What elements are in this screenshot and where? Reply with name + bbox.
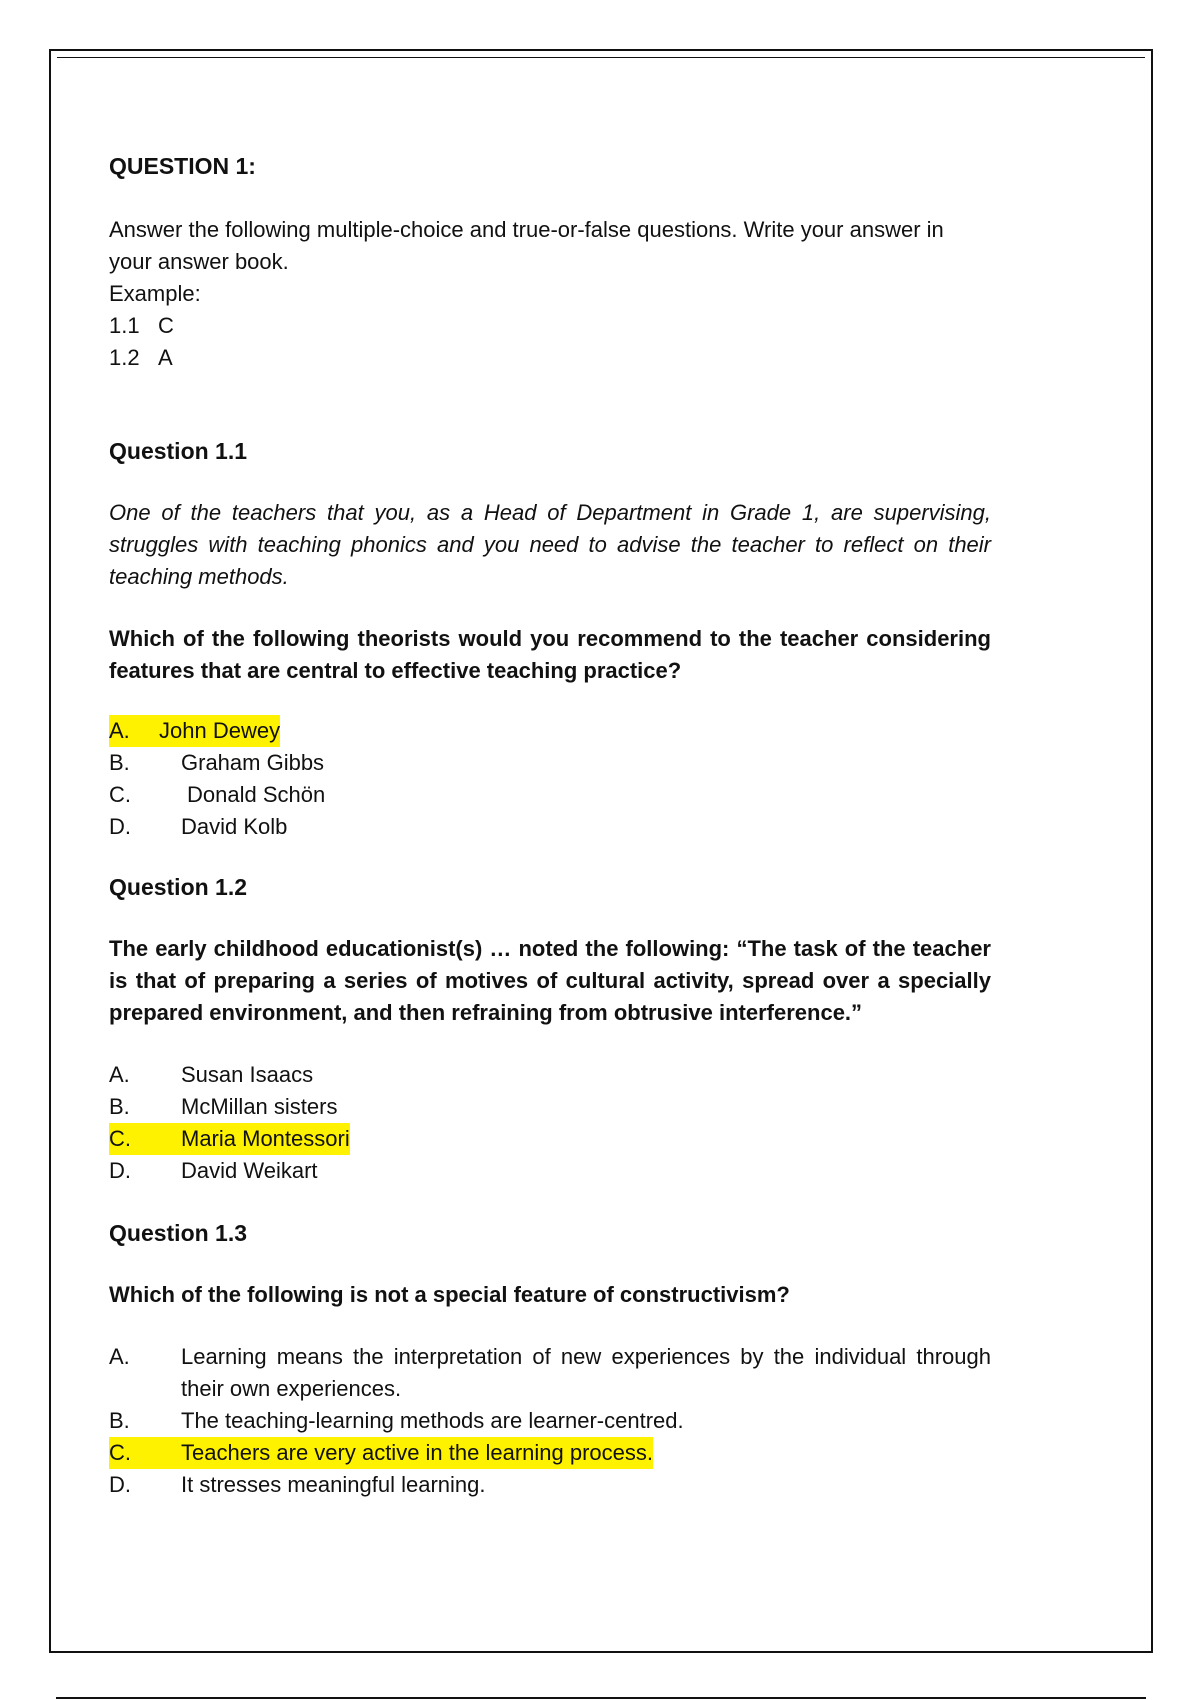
instructions: Answer the following multiple-choice and true-or-false questions. Write your answer in your answer book.: [109, 217, 944, 274]
option-a: A. Susan Isaacs: [109, 1062, 314, 1087]
question-scenario: One of the teachers that you, as a Head of Department in Grade 1, are supervising, struggles with teaching phonics and you need to advise the teacher to reflect on their teaching methods.: [109, 500, 991, 589]
option-d: D. It stresses meaningful learning.: [109, 1472, 486, 1497]
options-list: [109, 715, 991, 843]
example-line: 1.1 C: [109, 313, 174, 338]
option-c: C. Maria Montessori: [109, 1123, 991, 1155]
option-d: D. David Kolb: [109, 814, 288, 839]
options-list: [109, 1059, 991, 1187]
section-heading: QUESTION 1:: [109, 153, 256, 179]
option-b: B. McMillan sisters: [109, 1094, 338, 1119]
option-c: C. Teachers are very active in the learning process.: [109, 1437, 991, 1469]
question-prompt: Which of the following is not a special feature of constructivism?: [109, 1282, 790, 1307]
example-line: 1.2 A: [109, 345, 173, 370]
question-title: Question 1.2: [109, 874, 248, 900]
option-a: A. John Dewey: [109, 715, 991, 747]
option-b: B. Graham Gibbs: [109, 750, 325, 775]
option-c: C. Donald Schön: [109, 782, 326, 807]
option-a: A. Learning means the interpretation of new experiences by the individual through their own experiences.: [109, 1344, 991, 1401]
question-title: Question 1.1: [109, 438, 248, 464]
question-prompt: The early childhood educationist(s) … noted the following: “The task of the teacher is that of preparing a series of motives of cultural activity, spread over a specially prepared environment, and then refraining from obtrusive interference.”: [109, 936, 991, 1025]
example-label: Example:: [109, 281, 201, 306]
top-rule: [57, 57, 1145, 58]
option-d: D. David Weikart: [109, 1158, 318, 1183]
question-prompt: Which of the following theorists would you recommend to the teacher considering features that are central to effective teaching practice?: [109, 626, 991, 683]
option-b: B. The teaching-learning methods are learner-centred.: [109, 1408, 684, 1433]
options-list: [109, 1341, 991, 1501]
question-title: Question 1.3: [109, 1220, 248, 1246]
document-body: [109, 150, 991, 1501]
bottom-rule: [56, 1697, 1146, 1699]
